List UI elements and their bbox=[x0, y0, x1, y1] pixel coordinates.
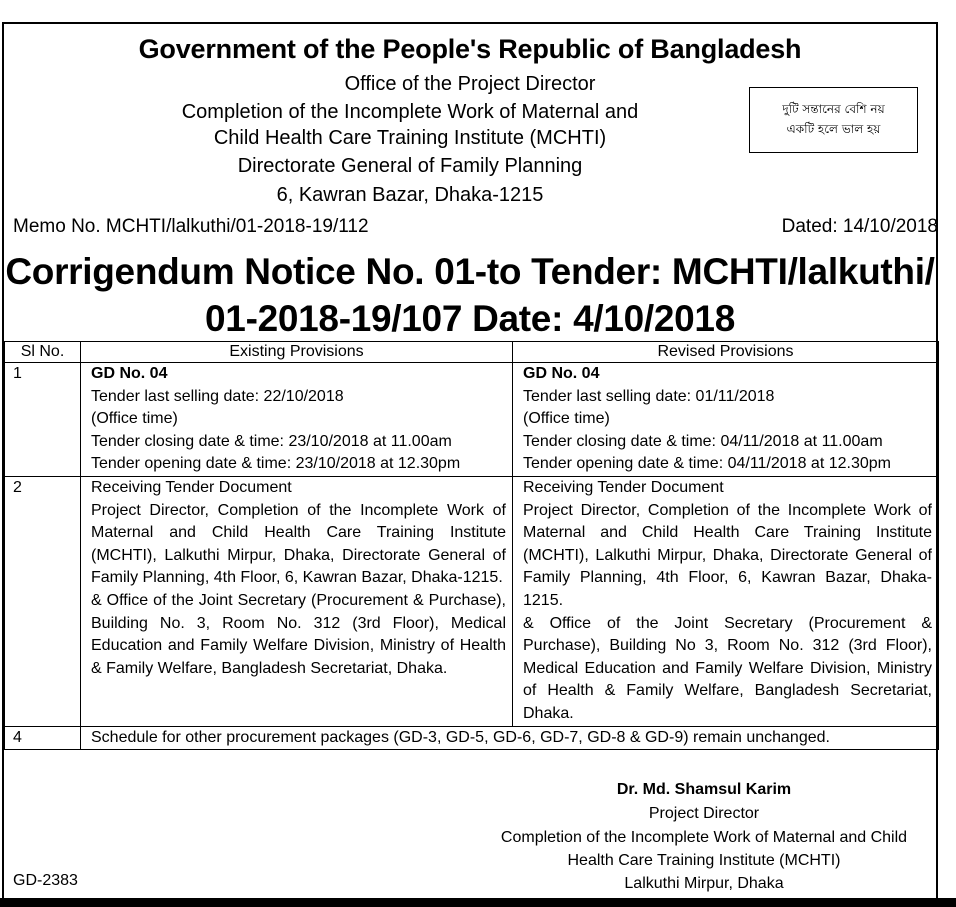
existing-selling-date: Tender last selling date: 22/10/2018 bbox=[91, 387, 344, 405]
provisions-table bbox=[4, 341, 939, 750]
revised-receiving-para-2: & Office of the Joint Secretary (Procurement & Purchase), Building No 3, Room No. 312 (3rd Floor), Medical Education and Family Welfare Division, Ministry of Health & Family Welfare, Bangladesh Secretariat, Dhaka. bbox=[523, 614, 932, 722]
revised-office-time: (Office time) bbox=[523, 410, 610, 428]
header-revised: Revised Provisions bbox=[513, 342, 939, 363]
existing-receiving-heading: Receiving Tender Document bbox=[91, 478, 292, 496]
signatory-location: Lalkuthi Mirpur, Dhaka bbox=[624, 875, 784, 892]
signatory-project-line-2: Health Care Training Institute (MCHTI) bbox=[567, 852, 841, 869]
existing-receiving-para-2: & Office of the Joint Secretary (Procurement & Purchase), Building No. 3, Room No. 312 (3rd Floor), Medical Education and Family Welfare Division, Ministry of Health & Family Welfare, Bangladesh Secretariat, Dhaka. bbox=[91, 591, 506, 677]
slogan-line-2: একটি হলে ভাল হয় bbox=[786, 122, 881, 136]
notice-title-line-1: Corrigendum Notice No. 01-to Tender: MCHTI/lalkuthi/ bbox=[5, 251, 935, 292]
signatory-project-line-1: Completion of the Incomplete Work of Maternal and Child bbox=[500, 829, 908, 846]
notice-title-line-2: 01-2018-19/107 Date: 4/10/2018 bbox=[205, 298, 735, 339]
header-sl: Sl No. bbox=[5, 342, 81, 363]
existing-gd: GD No. 04 bbox=[91, 365, 168, 382]
revised-closing-date: Tender closing date & time: 04/11/2018 at 11.00am bbox=[523, 432, 883, 450]
existing-opening-date: Tender opening date & time: 23/10/2018 at 12.30pm bbox=[91, 455, 461, 473]
slogan-box bbox=[749, 87, 918, 153]
table-row bbox=[5, 726, 939, 750]
table-row bbox=[5, 363, 939, 477]
header-existing: Existing Provisions bbox=[81, 342, 513, 363]
revised-receiving-para-1: Project Director, Completion of the Incomplete Work of Maternal and Child Health Care Training Institute (MCHTI), Lalkuthi Mirpur, Dhaka, Directorate General of Family Planning, 4th Floor, 6, Kawran Bazar, Dhaka-1215. bbox=[523, 501, 932, 609]
existing-closing-date: Tender closing date & time: 23/10/2018 at 11.00am bbox=[91, 432, 452, 450]
row-1-revised bbox=[513, 363, 939, 477]
office-line: Office of the Project Director bbox=[344, 73, 596, 95]
slogan-line-1: দুটি সন্তানের বেশি নয় bbox=[782, 102, 885, 116]
row-2-revised bbox=[513, 476, 939, 726]
row-2-sl: 2 bbox=[5, 476, 81, 726]
memo-date: Dated: 14/10/2018 bbox=[781, 216, 938, 237]
revised-gd: GD No. 04 bbox=[523, 365, 600, 382]
row-4-sl: 4 bbox=[5, 726, 81, 750]
row-1-existing bbox=[81, 363, 513, 477]
address-line: 6, Kawran Bazar, Dhaka-1215 bbox=[276, 184, 544, 206]
gd-reference: GD-2383 bbox=[13, 872, 78, 889]
revised-selling-date: Tender last selling date: 01/11/2018 bbox=[523, 387, 775, 405]
project-line-1: Completion of the Incomplete Work of Maternal and bbox=[181, 101, 639, 123]
existing-office-time: (Office time) bbox=[91, 410, 178, 428]
table-header-row bbox=[5, 342, 939, 363]
directorate-line: Directorate General of Family Planning bbox=[237, 155, 583, 177]
existing-receiving-para-1: Project Director, Completion of the Incomplete Work of Maternal and Child Health Care Training Institute (MCHTI), Lalkuthi Mirpur, Dhaka, Directorate General of Family Planning, 4th Floor, 6, Kawran Bazar, Dhaka-1215. bbox=[91, 501, 506, 587]
signatory-designation: Project Director bbox=[648, 805, 760, 822]
government-heading: Government of the People's Republic of Bangladesh bbox=[138, 34, 802, 64]
signatory-name: Dr. Md. Shamsul Karim bbox=[616, 781, 792, 798]
memo-number: Memo No. MCHTI/lalkuthi/01-2018-19/112 bbox=[13, 216, 369, 237]
revised-receiving-heading: Receiving Tender Document bbox=[523, 478, 724, 496]
bottom-border bbox=[0, 898, 956, 907]
row-4-text: Schedule for other procurement packages (GD-3, GD-5, GD-6, GD-7, GD-8 & GD-9) remain unchanged. bbox=[81, 726, 939, 750]
row-2-existing bbox=[81, 476, 513, 726]
row-1-sl: 1 bbox=[5, 363, 81, 477]
table-row bbox=[5, 476, 939, 726]
revised-opening-date: Tender opening date & time: 04/11/2018 at 12.30pm bbox=[523, 455, 891, 473]
project-line-2: Child Health Care Training Institute (MCHTI) bbox=[213, 127, 607, 149]
